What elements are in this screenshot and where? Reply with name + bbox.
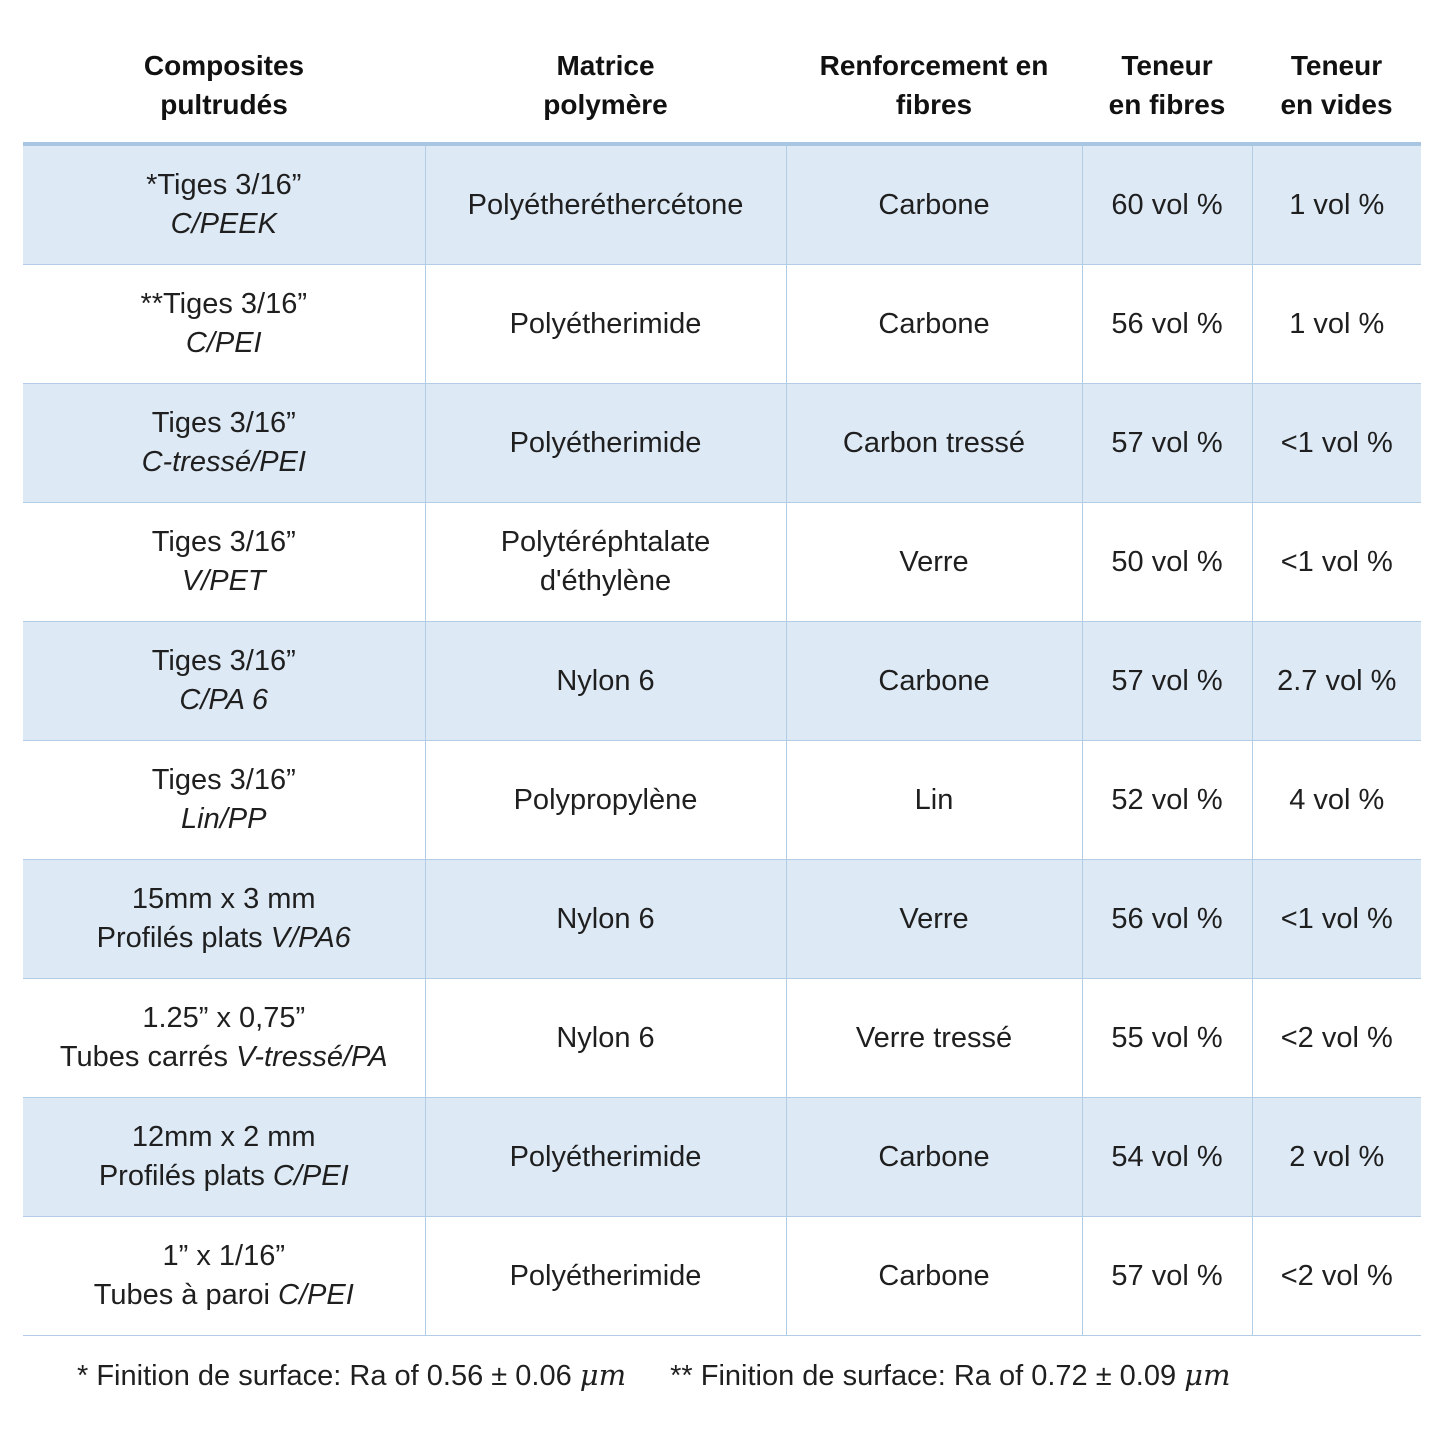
table-row	[23, 622, 1421, 741]
cell-matrix: Nylon 6	[425, 622, 786, 741]
cell-reinforcement: Carbone	[786, 1098, 1082, 1217]
cell-composite: *Tiges 3/16” C/PEEK	[23, 144, 425, 265]
cell-fiber-content: 55 vol %	[1082, 979, 1252, 1098]
cell-fiber-content: 54 vol %	[1082, 1098, 1252, 1217]
cell-reinforcement: Carbone	[786, 1217, 1082, 1336]
table-row	[23, 1217, 1421, 1336]
micron-unit: μm	[579, 1358, 627, 1392]
cell-fiber-content: 50 vol %	[1082, 503, 1252, 622]
table-row	[23, 1098, 1421, 1217]
cell-fiber-content: 57 vol %	[1082, 622, 1252, 741]
cell-fiber-content: 57 vol %	[1082, 1217, 1252, 1336]
cell-void-content: 1 vol %	[1252, 144, 1421, 265]
header-void-content: Teneur en vides	[1280, 50, 1393, 120]
footnote-1: * Finition de surface: Ra of 0.56 ± 0.06 μm	[77, 1358, 627, 1392]
cell-reinforcement: Carbone	[786, 144, 1082, 265]
cell-matrix: Nylon 6	[425, 860, 786, 979]
header-row	[23, 28, 1421, 144]
cell-composite: 1.25” x 0,75” Tubes carrés V-tressé/PA	[23, 979, 425, 1098]
cell-void-content: 2.7 vol %	[1252, 622, 1421, 741]
cell-reinforcement: Carbone	[786, 622, 1082, 741]
footnotes	[77, 1358, 1231, 1393]
cell-void-content: <1 vol %	[1252, 503, 1421, 622]
table-row	[23, 979, 1421, 1098]
cell-matrix: Polyétherimide	[425, 384, 786, 503]
cell-matrix: Nylon 6	[425, 979, 786, 1098]
cell-reinforcement: Lin	[786, 741, 1082, 860]
header-composites: Composites pultrudés	[143, 50, 305, 120]
cell-void-content: <1 vol %	[1252, 384, 1421, 503]
table-row	[23, 860, 1421, 979]
cell-void-content: 2 vol %	[1252, 1098, 1421, 1217]
cell-fiber-content: 60 vol %	[1082, 144, 1252, 265]
cell-matrix: Polypropylène	[425, 741, 786, 860]
cell-fiber-content: 56 vol %	[1082, 265, 1252, 384]
cell-void-content: <2 vol %	[1252, 1217, 1421, 1336]
table-row	[23, 265, 1421, 384]
cell-matrix: Polyétheréthercétone	[425, 144, 786, 265]
header-reinforcement: Renforcement en fibres	[819, 50, 1049, 120]
cell-void-content: 1 vol %	[1252, 265, 1421, 384]
cell-composite: 12mm x 2 mm Profilés plats C/PEI	[23, 1098, 425, 1217]
micron-unit: μm	[1184, 1358, 1231, 1392]
cell-fiber-content: 52 vol %	[1082, 741, 1252, 860]
cell-reinforcement: Verre	[786, 503, 1082, 622]
cell-void-content: 4 vol %	[1252, 741, 1421, 860]
cell-matrix: Polytéréphtalate d'éthylène	[425, 503, 786, 622]
table-row	[23, 384, 1421, 503]
cell-reinforcement: Verre	[786, 860, 1082, 979]
cell-fiber-content: 56 vol %	[1082, 860, 1252, 979]
cell-composite: 1” x 1/16” Tubes à paroi C/PEI	[23, 1217, 425, 1336]
cell-composite: Tiges 3/16” Lin/PP	[23, 741, 425, 860]
footnote-2: ** Finition de surface: Ra of 0.72 ± 0.09 μm	[670, 1358, 1231, 1392]
cell-matrix: Polyétherimide	[425, 1217, 786, 1336]
cell-reinforcement: Verre tressé	[786, 979, 1082, 1098]
header-matrix: Matrice polymère	[543, 50, 668, 120]
cell-composite: Tiges 3/16” C/PA 6	[23, 622, 425, 741]
table-row	[23, 144, 1421, 265]
cell-composite: 15mm x 3 mm Profilés plats V/PA6	[23, 860, 425, 979]
cell-void-content: <1 vol %	[1252, 860, 1421, 979]
cell-void-content: <2 vol %	[1252, 979, 1421, 1098]
composites-table	[23, 28, 1421, 1336]
cell-reinforcement: Carbone	[786, 265, 1082, 384]
cell-composite: Tiges 3/16” C-tressé/PEI	[23, 384, 425, 503]
cell-matrix: Polyétherimide	[425, 265, 786, 384]
header-fiber-content: Teneur en fibres	[1108, 50, 1226, 120]
table-row	[23, 741, 1421, 860]
cell-fiber-content: 57 vol %	[1082, 384, 1252, 503]
cell-matrix: Polyétherimide	[425, 1098, 786, 1217]
table-row	[23, 503, 1421, 622]
cell-reinforcement: Carbon tressé	[786, 384, 1082, 503]
cell-composite: **Tiges 3/16” C/PEI	[23, 265, 425, 384]
cell-composite: Tiges 3/16” V/PET	[23, 503, 425, 622]
